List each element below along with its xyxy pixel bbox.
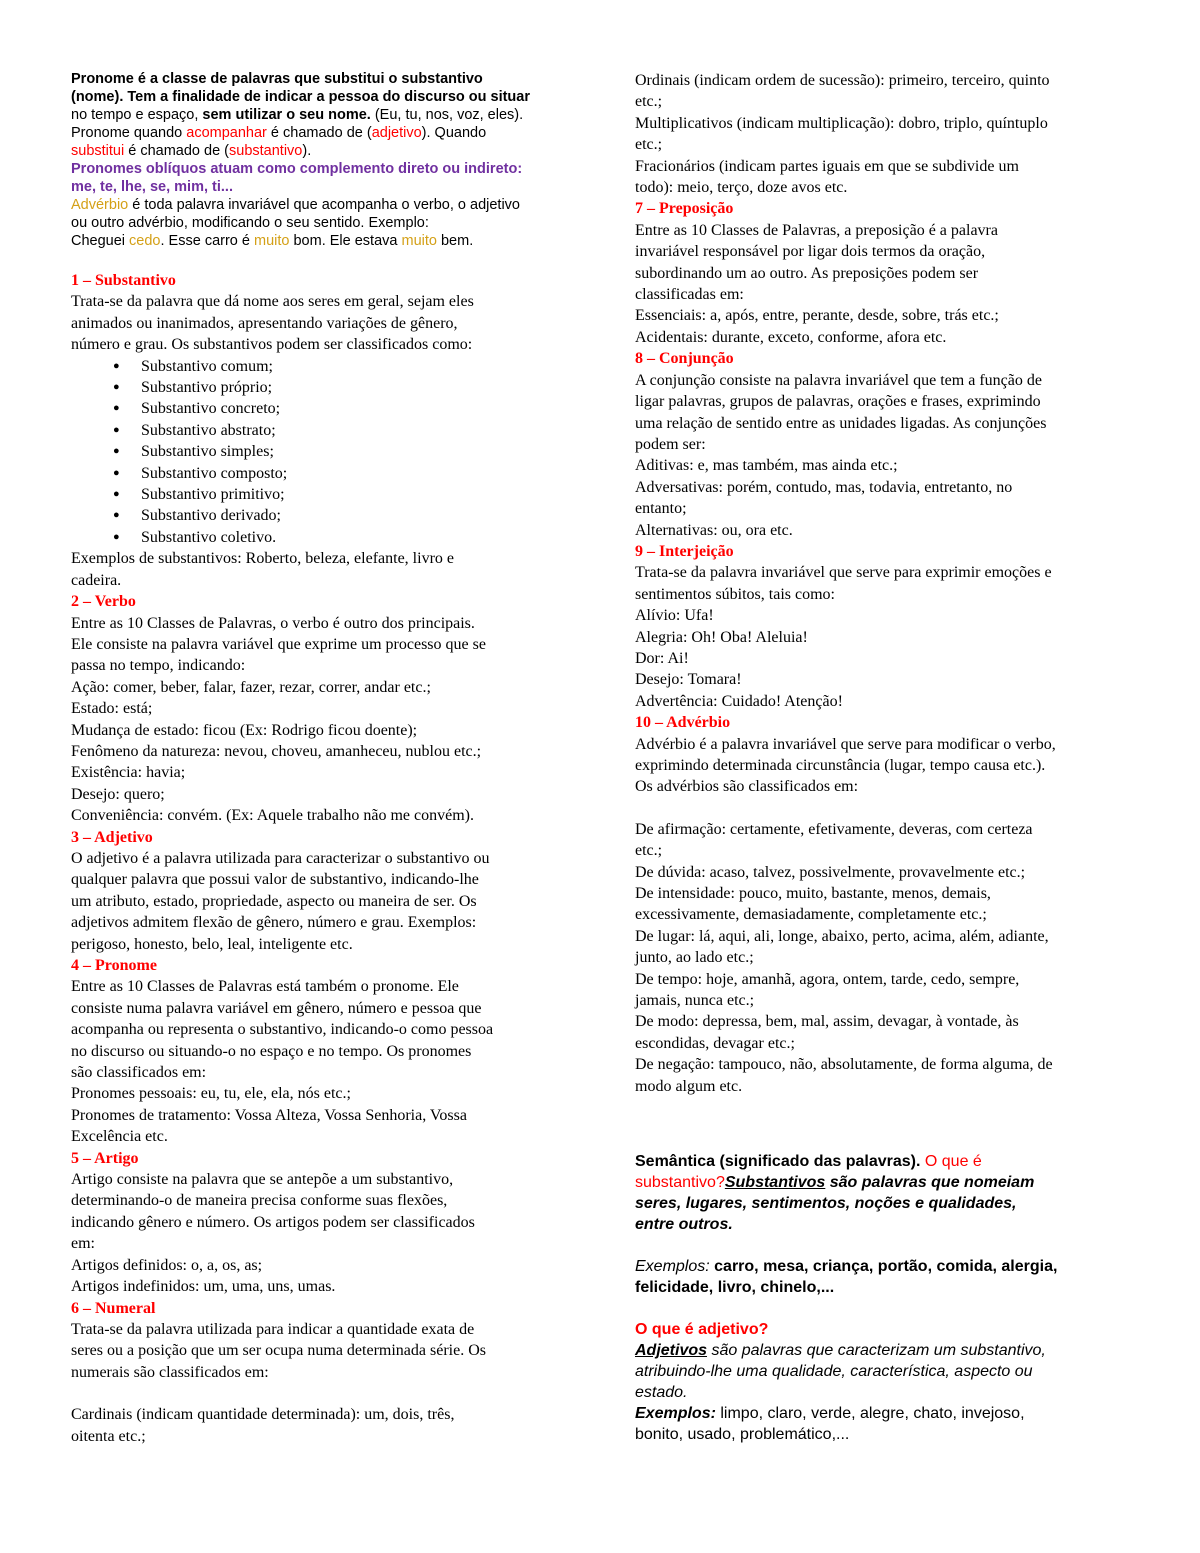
text-line: De modo: depressa, bem, mal, assim, devagar, à vontade, às: [635, 1013, 1019, 1031]
text-line: Cardinais (indicam quantidade determinada): um, dois, três,: [71, 1406, 455, 1424]
text-line: etc.;: [635, 136, 663, 154]
intro-text: é chamado de (: [266, 125, 372, 141]
intro-text: é chamado de (: [124, 143, 229, 159]
text-line: Alternativas: ou, ora etc.: [635, 521, 793, 539]
text-line: Estado: está;: [71, 700, 153, 718]
text-line: cadeira.: [71, 571, 122, 589]
semantica-line: [635, 1172, 1130, 1193]
examples-label: Exemplos:: [635, 1258, 710, 1276]
text-line: etc.;: [635, 93, 663, 111]
semantica-line: entre outros.: [635, 1216, 733, 1234]
list-item: ● Substantivo comum;: [71, 356, 571, 377]
text-line: Acidentais: durante, exceto, conforme, afora etc.: [635, 328, 947, 346]
text-line: qualquer palavra que possui valor de substantivo, indicando-lhe: [71, 871, 479, 889]
text-line: Ação: comer, beber, falar, fazer, rezar, correr, andar etc.;: [71, 678, 431, 696]
section-title: 8 – Conjunção: [635, 350, 734, 368]
text-line: De afirmação: certamente, efetivamente, deveras, com certeza: [635, 820, 1033, 838]
text-line: um atributo, estado, propriedade, aspecto ou maneira de ser. Os: [71, 892, 477, 910]
text-line: Artigos definidos: o, a, os, as;: [71, 1256, 263, 1274]
text-line: Essenciais: a, após, entre, perante, desde, sobre, trás etc.;: [635, 307, 999, 325]
intro-text: (nome). Tem a finalidade de indicar a pessoa do discurso ou situar: [71, 89, 531, 105]
intro-text-red: adjetivo: [371, 125, 422, 141]
semantica-definition: são palavras que nomeiam: [825, 1174, 1035, 1192]
examples-label: Exemplos:: [635, 1405, 716, 1423]
text-line: Pronomes de tratamento: Vossa Alteza, Vossa Senhoria, Vossa: [71, 1106, 467, 1124]
section-title: 7 – Preposição: [635, 200, 734, 218]
text-line: Exemplos de substantivos: Roberto, beleza, elefante, livro e: [71, 550, 454, 568]
text-line: Advérbio é a palavra invariável que serve para modificar o verbo,: [635, 735, 1056, 753]
text-line: junto, ao lado etc.;: [635, 949, 754, 967]
spacer: [635, 1298, 1130, 1319]
intro-text: (Eu, tu, nos, voz, eles).: [370, 107, 524, 123]
text-line: Os advérbios são classificados em:: [635, 778, 859, 796]
adjetivo-question: O que é adjetivo?: [635, 1321, 769, 1339]
intro-line: me, te, lhe, se, mim, ti...: [71, 179, 233, 195]
text-line: Desejo: quero;: [71, 785, 165, 803]
adjetivo-line: estado.: [635, 1384, 688, 1402]
text-line: Dor: Ai!: [635, 649, 689, 667]
text-line: no discurso ou situando-o no espaço e no tempo. Os pronomes: [71, 1042, 472, 1060]
text-line: Entre as 10 Classes de Palavras está também o pronome. Ele: [71, 978, 459, 996]
text-line: De lugar: lá, aqui, ali, longe, abaixo, perto, acima, além, adiante,: [635, 927, 1049, 945]
text-line: Excelência etc.: [71, 1128, 168, 1146]
adjetivo-line: atribuindo-lhe uma qualidade, característica, aspecto ou: [635, 1363, 1033, 1381]
text-line: Trata-se da palavra invariável que serve para exprimir emoções e: [635, 564, 1052, 582]
section-title: 3 – Adjetivo: [71, 828, 153, 846]
list-item: ● Substantivo primitivo;: [71, 484, 571, 505]
text-line: subordinando um ao outro. As preposições podem ser: [635, 264, 979, 282]
text-line: Artigos indefinidos: um, uma, uns, umas.: [71, 1278, 336, 1296]
examples-text: limpo, claro, verde, alegre, chato, invejoso,: [715, 1405, 1025, 1423]
text-line: A conjunção consiste na palavra invariável que tem a função de: [635, 371, 1042, 389]
intro-text-orange: Advérbio: [71, 197, 129, 213]
adjetivo-term: Adjetivos: [635, 1342, 708, 1360]
list-item: ● Substantivo coletivo.: [71, 527, 571, 548]
semantica-line: seres, lugares, sentimentos, noções e qualidades,: [635, 1195, 1017, 1213]
text-line: etc.;: [635, 842, 663, 860]
intro-line: ou outro advérbio, modificando o seu sentido. Exemplo:: [71, 215, 429, 231]
intro-text-orange: muito: [253, 233, 290, 249]
intro-block: [71, 70, 571, 250]
text-line: adjetivos admitem flexão de gênero, número e grau. Exemplos:: [71, 914, 477, 932]
intro-text-orange: cedo: [129, 233, 161, 249]
text-line: Alívio: Ufa!: [635, 607, 714, 625]
text-line: Aditivas: e, mas também, mas ainda etc.;: [635, 457, 898, 475]
text-line: Advertência: Cuidado! Atenção!: [635, 692, 843, 710]
section-title: 4 – Pronome: [71, 957, 157, 974]
semantica-line: [635, 1151, 1130, 1172]
text-line: Artigo consiste na palavra que se antepõe a um substantivo,: [71, 1171, 454, 1189]
intro-line: Pronome é a classe de palavras que substitui o substantivo: [71, 71, 483, 87]
section-title: 5 – Artigo: [71, 1149, 139, 1167]
text-line: sentimentos súbitos, tais como:: [635, 585, 835, 603]
list-item: ● Substantivo derivado;: [71, 505, 571, 526]
text-line: O adjetivo é a palavra utilizada para caracterizar o substantivo ou: [71, 849, 490, 867]
text-line: Multiplicativos (indicam multiplicação): dobro, triplo, quíntuplo: [635, 114, 1048, 132]
text-line: De intensidade: pouco, muito, bastante, menos, demais,: [635, 885, 991, 903]
section-title: 2 – Verbo: [71, 593, 136, 611]
intro-line: Pronomes oblíquos atuam como complemento direto ou indireto:: [71, 161, 523, 177]
classes-block-right: [635, 70, 1130, 1097]
text-line: Fenômeno da natureza: nevou, choveu, amanheceu, nublou etc.;: [71, 742, 482, 760]
text-line: Ordinais (indicam ordem de sucessão): primeiro, terceiro, quinto: [635, 72, 1050, 89]
intro-text: ).: [302, 143, 312, 159]
intro-text: bom. Ele estava: [289, 233, 402, 249]
text-line: determinando-o de maneira precisa conforme suas flexões,: [71, 1192, 448, 1210]
text-line: Entre as 10 Classes de Palavras, a preposição é a palavra: [635, 221, 998, 239]
intro-line: [71, 106, 571, 124]
text-line: Alegria: Oh! Oba! Aleluia!: [635, 628, 808, 646]
text-line: todo): meio, terço, doze avos etc.: [635, 179, 848, 197]
left-column: [71, 70, 571, 1447]
text-line: animados ou inanimados, apresentando variações de gênero,: [71, 314, 458, 332]
text-line: escondidas, devagar etc.;: [635, 1034, 795, 1052]
intro-line: [71, 196, 571, 214]
spacer: [635, 1235, 1130, 1256]
text-line: número e grau. Os substantivos podem ser classificados como:: [71, 336, 473, 354]
text-line: consiste numa palavra variável em gênero, número e pessoa que: [71, 999, 482, 1017]
examples-text: carro, mesa, criança, portão, comida, alergia,: [709, 1258, 1058, 1276]
text-line: passa no tempo, indicando:: [71, 657, 246, 675]
list-item: ● Substantivo simples;: [71, 441, 571, 462]
text-line: De tempo: hoje, amanhã, agora, ontem, tarde, cedo, sempre,: [635, 970, 1020, 988]
text-line: Mudança de estado: ficou (Ex: Rodrigo ficou doente);: [71, 721, 418, 739]
list-item: ● Substantivo composto;: [71, 463, 571, 484]
text-line: Trata-se da palavra que dá nome aos seres em geral, sejam eles: [71, 293, 474, 311]
semantica-question: O que é: [920, 1153, 982, 1171]
text-line: invariável responsável por ligar dois termos da oração,: [635, 243, 986, 261]
text-line: Pronomes pessoais: eu, tu, ele, ela, nós etc.;: [71, 1085, 351, 1103]
intro-text: é toda palavra invariável que acompanha o verbo, o adjetivo: [128, 197, 520, 213]
adjetivo-line: bonito, usado, problemático,...: [635, 1426, 850, 1444]
text-line: Fracionários (indicam partes iguais em que se subdivide um: [635, 157, 1019, 175]
text-line: numerais são classificados em:: [71, 1363, 269, 1381]
intro-text: no tempo e espaço,: [71, 107, 203, 123]
text-line: exprimindo determinada circunstância (lugar, tempo causa etc.).: [635, 757, 1046, 774]
text-line: podem ser:: [635, 435, 706, 453]
adjetivo-line: [635, 1340, 1130, 1361]
substantivo-list: [71, 356, 571, 549]
intro-text: Pronome quando: [71, 125, 187, 141]
semantica-line: [635, 1256, 1130, 1277]
section-title: 10 – Advérbio: [635, 714, 731, 732]
text-line: são classificados em:: [71, 1064, 207, 1082]
intro-line: [71, 124, 571, 142]
text-line: excessivamente, demasiadamente, completamente etc.;: [635, 906, 987, 924]
intro-text: ). Quando: [421, 125, 487, 141]
spacer: [635, 798, 1130, 819]
semantica-question: substantivo?: [635, 1174, 725, 1192]
adjetivo-definition: são palavras que caracterizam um substantivo,: [707, 1342, 1046, 1360]
list-item: ● Substantivo abstrato;: [71, 420, 571, 441]
intro-text: . Esse carro é: [160, 233, 254, 249]
intro-text-bold: sem utilizar o seu nome.: [202, 107, 371, 123]
text-line: Trata-se da palavra utilizada para indicar a quantidade exata de: [71, 1320, 475, 1338]
section-title: 1 – Substantivo: [71, 272, 176, 289]
text-line: De negação: tampouco, não, absolutamente, de forma alguma, de: [635, 1056, 1053, 1074]
text-line: oitenta etc.;: [71, 1427, 146, 1445]
text-line: Conveniência: convém. (Ex: Aquele trabalho não me convém).: [71, 807, 474, 825]
section-title: 6 – Numeral: [71, 1299, 156, 1317]
list-item: ● Substantivo concreto;: [71, 398, 571, 419]
intro-text: Cheguei: [71, 233, 130, 249]
list-item: ● Substantivo próprio;: [71, 377, 571, 398]
text-line: em:: [71, 1235, 95, 1253]
intro-line: [71, 88, 571, 106]
text-line: Existência: havia;: [71, 764, 186, 782]
text-line: acompanha ou representa o substantivo, indicando-o como pessoa: [71, 1021, 494, 1039]
intro-text-red: substantivo: [229, 143, 303, 159]
text-line: Entre as 10 Classes de Palavras, o verbo é outro dos principais.: [71, 614, 475, 632]
spacer: [71, 1383, 571, 1404]
intro-text: bem.: [436, 233, 474, 249]
intro-text-red: acompanhar: [186, 125, 267, 141]
text-line: jamais, nunca etc.;: [635, 992, 755, 1010]
text-line: Desejo: Tomara!: [635, 671, 742, 689]
section-title: 9 – Interjeição: [635, 542, 734, 560]
text-line: seres ou a posição que um ser ocupa numa determinada série. Os: [71, 1342, 486, 1360]
intro-line: [71, 142, 571, 160]
intro-text-red: substitui: [71, 143, 125, 159]
text-line: Adversativas: porém, contudo, mas, todavia, entretanto, no: [635, 478, 1013, 496]
right-column: [635, 70, 1130, 1445]
text-line: ligar palavras, grupos de palavras, orações e frases, exprimindo: [635, 393, 1041, 411]
intro-line: [71, 232, 571, 250]
text-line: perigoso, honesto, belo, leal, inteligente etc.: [71, 935, 353, 953]
text-line: entanto;: [635, 500, 687, 518]
text-line: modo algum etc.: [635, 1077, 743, 1095]
text-line: indicando gênero e número. Os artigos podem ser classificados: [71, 1213, 475, 1231]
text-line: Ele consiste na palavra variável que exprime um processo que se: [71, 635, 486, 653]
semantica-term: Substantivos: [724, 1174, 826, 1192]
semantica-line: felicidade, livro, chinelo,...: [635, 1279, 835, 1297]
semantica-block: [635, 1151, 1130, 1445]
semantica-title: Semântica (significado das palavras).: [635, 1153, 921, 1171]
text-line: De dúvida: acaso, talvez, possivelmente, provavelmente etc.;: [635, 863, 1026, 881]
intro-text-orange: muito: [401, 233, 437, 249]
adjetivo-line: [635, 1403, 1130, 1424]
classes-block-left: [71, 270, 571, 1447]
text-line: classificadas em:: [635, 286, 744, 304]
text-line: uma relação de sentido entre as unidades ligadas. As conjunções: [635, 414, 1047, 432]
